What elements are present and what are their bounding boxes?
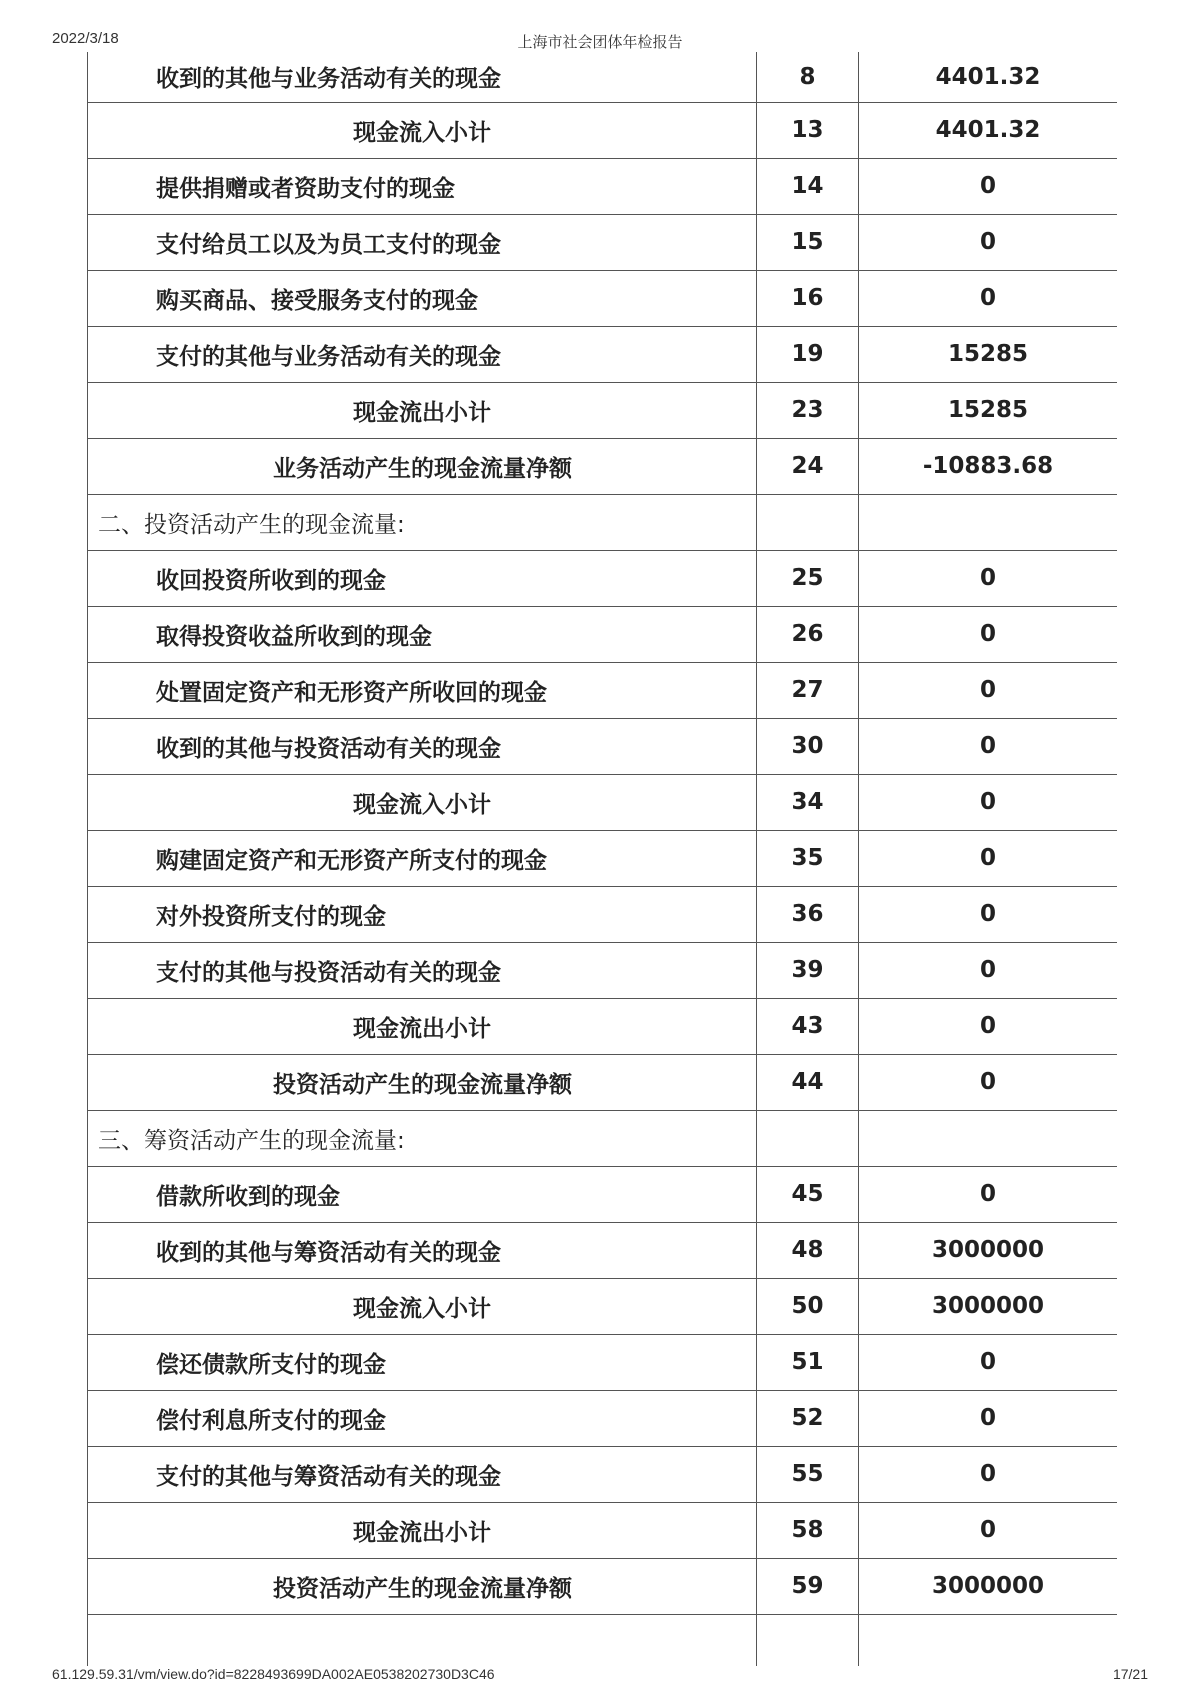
row-amount: -10883.68 bbox=[859, 438, 1118, 494]
row-label: 投资活动产生的现金流量净额 bbox=[88, 1558, 757, 1614]
row-line-number: 59 bbox=[757, 1558, 859, 1614]
table-row bbox=[88, 270, 1118, 326]
row-label: 支付给员工以及为员工支付的现金 bbox=[88, 214, 757, 270]
row-amount: 0 bbox=[859, 1390, 1118, 1446]
table-row bbox=[88, 662, 1118, 718]
row-line-number bbox=[757, 1110, 859, 1166]
table-row bbox=[88, 1166, 1118, 1222]
row-label: 支付的其他与业务活动有关的现金 bbox=[88, 326, 757, 382]
row-label: 借款所收到的现金 bbox=[88, 1166, 757, 1222]
empty-cell bbox=[859, 1614, 1118, 1666]
table-row bbox=[88, 1222, 1118, 1278]
row-line-number: 34 bbox=[757, 774, 859, 830]
table-row bbox=[88, 214, 1118, 270]
cash-flow-table-body bbox=[88, 52, 1118, 1666]
row-label: 支付的其他与投资活动有关的现金 bbox=[88, 942, 757, 998]
row-label: 二、投资活动产生的现金流量: bbox=[88, 494, 757, 550]
page-number: 17/21 bbox=[1112, 1666, 1148, 1682]
row-amount: 4401.32 bbox=[859, 102, 1118, 158]
row-line-number: 26 bbox=[757, 606, 859, 662]
row-amount: 0 bbox=[859, 942, 1118, 998]
table-row bbox=[88, 52, 1118, 102]
table-row bbox=[88, 158, 1118, 214]
row-label: 现金流出小计 bbox=[88, 998, 757, 1054]
row-line-number: 30 bbox=[757, 718, 859, 774]
table-row bbox=[88, 1446, 1118, 1502]
row-amount: 0 bbox=[859, 550, 1118, 606]
row-line-number: 25 bbox=[757, 550, 859, 606]
cash-flow-table bbox=[87, 52, 1117, 1666]
row-amount: 3000000 bbox=[859, 1222, 1118, 1278]
row-line-number: 39 bbox=[757, 942, 859, 998]
row-label: 对外投资所支付的现金 bbox=[88, 886, 757, 942]
row-line-number: 45 bbox=[757, 1166, 859, 1222]
cash-flow-table-container bbox=[87, 52, 1117, 1674]
row-amount: 3000000 bbox=[859, 1558, 1118, 1614]
row-line-number: 27 bbox=[757, 662, 859, 718]
row-label: 偿还债款所支付的现金 bbox=[88, 1334, 757, 1390]
row-amount: 15285 bbox=[859, 326, 1118, 382]
row-line-number: 55 bbox=[757, 1446, 859, 1502]
row-line-number: 58 bbox=[757, 1502, 859, 1558]
row-line-number: 24 bbox=[757, 438, 859, 494]
row-line-number: 35 bbox=[757, 830, 859, 886]
print-date: 2022/3/18 bbox=[52, 30, 119, 47]
row-amount: 0 bbox=[859, 1334, 1118, 1390]
page-url: 61.129.59.31/vm/view.do?id=8228493699DA002AE0538202730D3C46 bbox=[52, 1666, 495, 1682]
row-label: 购买商品、接受服务支付的现金 bbox=[88, 270, 757, 326]
row-line-number: 43 bbox=[757, 998, 859, 1054]
table-row bbox=[88, 1390, 1118, 1446]
row-label: 购建固定资产和无形资产所支付的现金 bbox=[88, 830, 757, 886]
row-amount: 0 bbox=[859, 214, 1118, 270]
table-row bbox=[88, 438, 1118, 494]
table-row bbox=[88, 1110, 1118, 1166]
row-amount: 0 bbox=[859, 774, 1118, 830]
row-amount: 0 bbox=[859, 830, 1118, 886]
row-label: 偿付利息所支付的现金 bbox=[88, 1390, 757, 1446]
row-line-number: 44 bbox=[757, 1054, 859, 1110]
table-row bbox=[88, 718, 1118, 774]
table-row bbox=[88, 998, 1118, 1054]
row-amount: 0 bbox=[859, 886, 1118, 942]
row-line-number: 15 bbox=[757, 214, 859, 270]
table-row bbox=[88, 382, 1118, 438]
row-amount bbox=[859, 494, 1118, 550]
row-amount: 0 bbox=[859, 1166, 1118, 1222]
row-label: 现金流入小计 bbox=[88, 102, 757, 158]
table-row bbox=[88, 102, 1118, 158]
row-line-number: 51 bbox=[757, 1334, 859, 1390]
row-label: 取得投资收益所收到的现金 bbox=[88, 606, 757, 662]
table-row bbox=[88, 1502, 1118, 1558]
row-amount: 3000000 bbox=[859, 1278, 1118, 1334]
table-row bbox=[88, 830, 1118, 886]
row-amount: 0 bbox=[859, 718, 1118, 774]
row-amount: 0 bbox=[859, 1502, 1118, 1558]
row-line-number: 19 bbox=[757, 326, 859, 382]
row-amount: 0 bbox=[859, 662, 1118, 718]
table-row bbox=[88, 1278, 1118, 1334]
row-label: 现金流入小计 bbox=[88, 774, 757, 830]
row-amount bbox=[859, 1110, 1118, 1166]
row-label: 投资活动产生的现金流量净额 bbox=[88, 1054, 757, 1110]
row-label: 收到的其他与筹资活动有关的现金 bbox=[88, 1222, 757, 1278]
table-row bbox=[88, 942, 1118, 998]
row-line-number: 13 bbox=[757, 102, 859, 158]
row-label: 现金流出小计 bbox=[88, 1502, 757, 1558]
table-row bbox=[88, 1334, 1118, 1390]
row-amount: 0 bbox=[859, 270, 1118, 326]
row-label: 现金流出小计 bbox=[88, 382, 757, 438]
row-label: 业务活动产生的现金流量净额 bbox=[88, 438, 757, 494]
row-amount: 15285 bbox=[859, 382, 1118, 438]
row-amount: 0 bbox=[859, 998, 1118, 1054]
table-row bbox=[88, 326, 1118, 382]
row-label: 三、筹资活动产生的现金流量: bbox=[88, 1110, 757, 1166]
row-amount: 4401.32 bbox=[859, 52, 1118, 102]
row-label: 收到的其他与业务活动有关的现金 bbox=[88, 52, 757, 102]
row-line-number: 50 bbox=[757, 1278, 859, 1334]
row-line-number: 36 bbox=[757, 886, 859, 942]
row-line-number: 23 bbox=[757, 382, 859, 438]
empty-cell bbox=[88, 1614, 757, 1666]
table-row bbox=[88, 1054, 1118, 1110]
table-row bbox=[88, 1558, 1118, 1614]
row-amount: 0 bbox=[859, 158, 1118, 214]
row-label: 提供捐赠或者资助支付的现金 bbox=[88, 158, 757, 214]
table-row-continued bbox=[88, 1614, 1118, 1666]
row-line-number bbox=[757, 494, 859, 550]
empty-cell bbox=[757, 1614, 859, 1666]
row-label: 支付的其他与筹资活动有关的现金 bbox=[88, 1446, 757, 1502]
row-label: 处置固定资产和无形资产所收回的现金 bbox=[88, 662, 757, 718]
table-row bbox=[88, 774, 1118, 830]
page-title: 上海市社会团体年检报告 bbox=[517, 34, 683, 51]
row-label: 收到的其他与投资活动有关的现金 bbox=[88, 718, 757, 774]
row-line-number: 8 bbox=[757, 52, 859, 102]
row-amount: 0 bbox=[859, 1054, 1118, 1110]
row-amount: 0 bbox=[859, 1446, 1118, 1502]
table-row bbox=[88, 606, 1118, 662]
table-row bbox=[88, 494, 1118, 550]
row-line-number: 14 bbox=[757, 158, 859, 214]
row-label: 现金流入小计 bbox=[88, 1278, 757, 1334]
row-line-number: 52 bbox=[757, 1390, 859, 1446]
row-label: 收回投资所收到的现金 bbox=[88, 550, 757, 606]
row-line-number: 16 bbox=[757, 270, 859, 326]
table-row bbox=[88, 886, 1118, 942]
row-amount: 0 bbox=[859, 606, 1118, 662]
table-row bbox=[88, 550, 1118, 606]
row-line-number: 48 bbox=[757, 1222, 859, 1278]
